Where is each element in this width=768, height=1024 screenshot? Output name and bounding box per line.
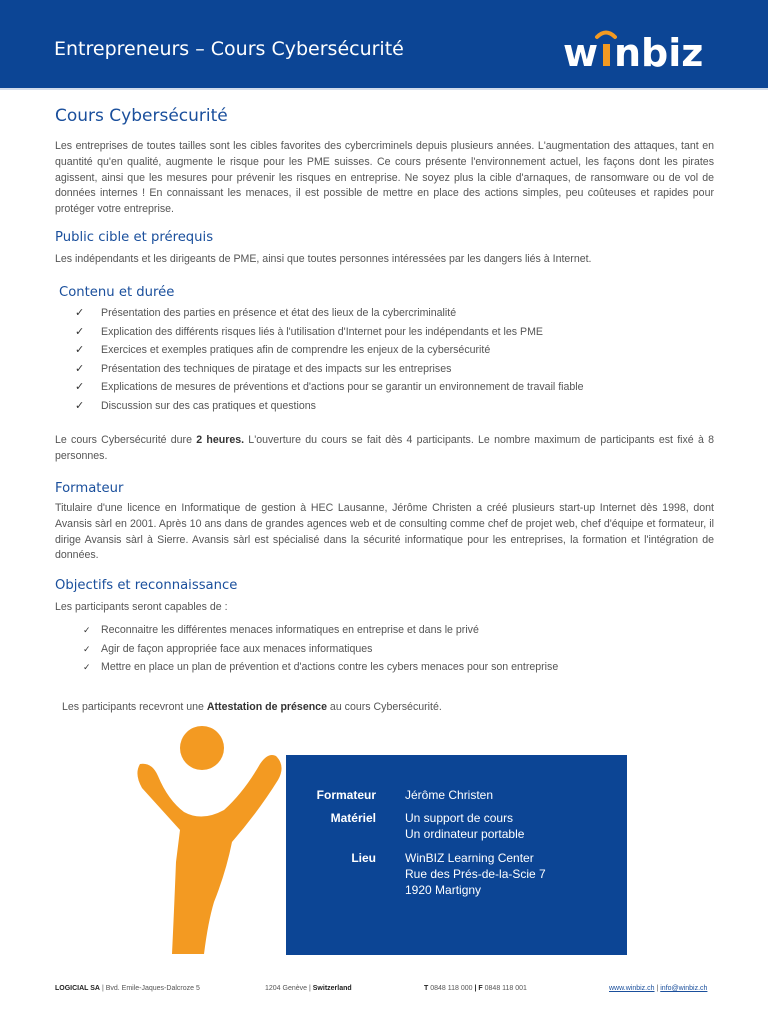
logo-letter-w: w <box>563 31 599 75</box>
footer-phone <box>424 985 527 992</box>
logo-i-stem <box>603 44 610 66</box>
list-item <box>75 378 715 397</box>
check-icon: ✓ <box>83 643 91 654</box>
list-item-text: Exercices et exemples pratiques afin de comprendre les enjeux de la cybersécurité <box>101 344 491 357</box>
info-formateur-value: Jérôme Christen <box>405 788 494 802</box>
intro-paragraph: Les entreprises de toutes tailles sont les cibles favorites des cybercriminels depuis plusieurs années. L'augmentation des attaques, tant en quantité qu'en qualité, augmente le risque pour les PME suisses. Ce cours présente l'environnement actuel, les façons dont les pirates agissent, ainsi que les mesures pour prévenir les risques en entreprise. Ne soyez plus la cible d'arnaques, de ransomware ou de vol de données internes ! En connaissant les menaces, il est possible de mettre en place des actions simples, peu coûteuses et rapides pour protéger votre entreprise. <box>55 140 714 216</box>
contenu-heading: Contenu et durée <box>59 285 175 300</box>
info-materiel-line2: Un ordinateur portable <box>405 827 525 841</box>
formateur-heading: Formateur <box>55 481 124 496</box>
winbiz-logo <box>549 24 729 80</box>
attestation-paragraph <box>62 700 712 716</box>
list-item-text: Présentation des techniques de piratage et des impacts sur les entreprises <box>101 362 452 375</box>
check-icon: ✓ <box>83 625 91 635</box>
formateur-paragraph: Titulaire d'une licence en Informatique de gestion à HEC Lausanne, Jérôme Christen a créé plusieurs start-up Internet dès 1998, dont Avansis sàrl en 2001. Après 10 ans dans de grandes agences web et de consulting comme chef de projet web, chef d'équipe et formateur, il dirige Avansis sàrl à Sierre. Avansis sàrl est spécialisé dans la sécurité informatique pour les entreprises, la formation et l'intégration de données. <box>55 502 714 562</box>
winbiz-logo-graphic <box>549 24 729 80</box>
person-head <box>180 726 224 770</box>
check-icon: ✓ <box>75 399 85 412</box>
list-item <box>75 397 715 416</box>
check-icon: ✓ <box>75 307 85 319</box>
check-icon: ✓ <box>75 381 85 394</box>
list-item <box>83 640 713 659</box>
footer-company-name: LOGICIAL SA <box>55 985 100 992</box>
person-body <box>137 755 281 954</box>
list-item-text: Reconnaitre les différentes menaces informatiques en entreprise et dans le privé <box>101 624 479 636</box>
duration-text-post: L'ouverture du cours se fait dès 4 participants. Le nombre maximum de participants est fixé à 8 personnes. <box>55 434 714 462</box>
attestation-text-pre: Les participants recevront une <box>62 701 207 713</box>
info-materiel-label: Matériel <box>330 811 376 825</box>
orange-person-illustration <box>128 722 298 962</box>
footer-fax-label: | F <box>474 985 483 992</box>
footer-tel-label: T <box>424 985 429 992</box>
footer-fax: 0848 118 001 <box>484 985 527 992</box>
footer-address: | Bvd. Emile-Jaques-Dalcroze 5 <box>101 985 200 992</box>
public-heading: Public cible et prérequis <box>55 230 214 245</box>
header-title: Entrepreneurs – Cours Cybersécurité <box>54 38 404 60</box>
check-icon: ✓ <box>83 662 91 673</box>
info-formateur-label: Formateur <box>316 788 376 802</box>
list-item <box>75 341 715 360</box>
contenu-list <box>75 304 715 416</box>
check-icon: ✓ <box>75 344 85 357</box>
footer-website-link[interactable]: www.winbiz.ch <box>609 985 655 992</box>
logo-i-arc <box>597 33 615 38</box>
list-item-text: Mettre en place un plan de prévention et d'actions contre les cybers menaces pour son entreprise <box>101 661 559 674</box>
info-lieu-line2: Rue des Prés-de-la-Scie 7 <box>405 867 546 881</box>
list-item <box>83 658 713 677</box>
objectifs-list <box>83 621 713 677</box>
page-title: Cours Cybersécurité <box>55 106 228 126</box>
info-box <box>286 755 627 955</box>
check-icon: ✓ <box>75 325 85 338</box>
footer-location <box>265 985 352 992</box>
info-materiel-line1: Un support de cours <box>405 811 514 825</box>
public-text: Les indépendants et les dirigeants de PME, ainsi que toutes personnes intéressées par les dangers liés à Internet. <box>55 253 592 265</box>
objectifs-heading: Objectifs et reconnaissance <box>55 578 238 593</box>
list-item <box>75 304 715 323</box>
info-lieu-label: Lieu <box>351 851 376 865</box>
page-header <box>0 0 768 90</box>
check-icon: ✓ <box>75 362 85 375</box>
duration-paragraph <box>55 433 714 465</box>
objectifs-intro: Les participants seront capables de : <box>55 601 228 613</box>
footer-email-link[interactable]: info@winbiz.ch <box>660 985 708 992</box>
info-lieu-line1: WinBIZ Learning Center <box>405 851 534 865</box>
list-item <box>75 323 715 342</box>
footer-tel: 0848 118 000 <box>430 985 473 992</box>
attestation-text-post: au cours Cybersécurité. <box>326 701 442 713</box>
list-item-text: Explication des différents risques liés à l'utilisation d'Internet pour les indépendants et les PME <box>101 325 543 338</box>
footer-country: Switzerland <box>312 985 352 992</box>
logo-letters-nbiz: nbiz <box>614 31 704 75</box>
list-item-text: Discussion sur des cas pratiques et questions <box>101 399 316 412</box>
info-lieu-line3: 1920 Martigny <box>405 883 482 897</box>
list-item-text: Agir de façon appropriée face aux menaces informatiques <box>101 642 373 655</box>
list-item-text: Explications de mesures de préventions et d'actions pour se garantir un environnement de travail fiable <box>101 381 584 394</box>
footer-company <box>55 985 200 992</box>
footer-city: 1204 Genève | <box>265 985 311 992</box>
attestation-bold: Attestation de présence <box>206 701 327 713</box>
duration-text-pre: Le cours Cybersécurité dure <box>55 434 197 446</box>
footer-links <box>609 985 707 992</box>
footer-separator: | <box>656 985 659 992</box>
list-item-text: Présentation des parties en présence et état des lieux de la cybercriminalité <box>101 307 457 319</box>
duration-hours: 2 heures. <box>196 434 245 446</box>
list-item <box>75 360 715 379</box>
list-item <box>83 621 713 640</box>
